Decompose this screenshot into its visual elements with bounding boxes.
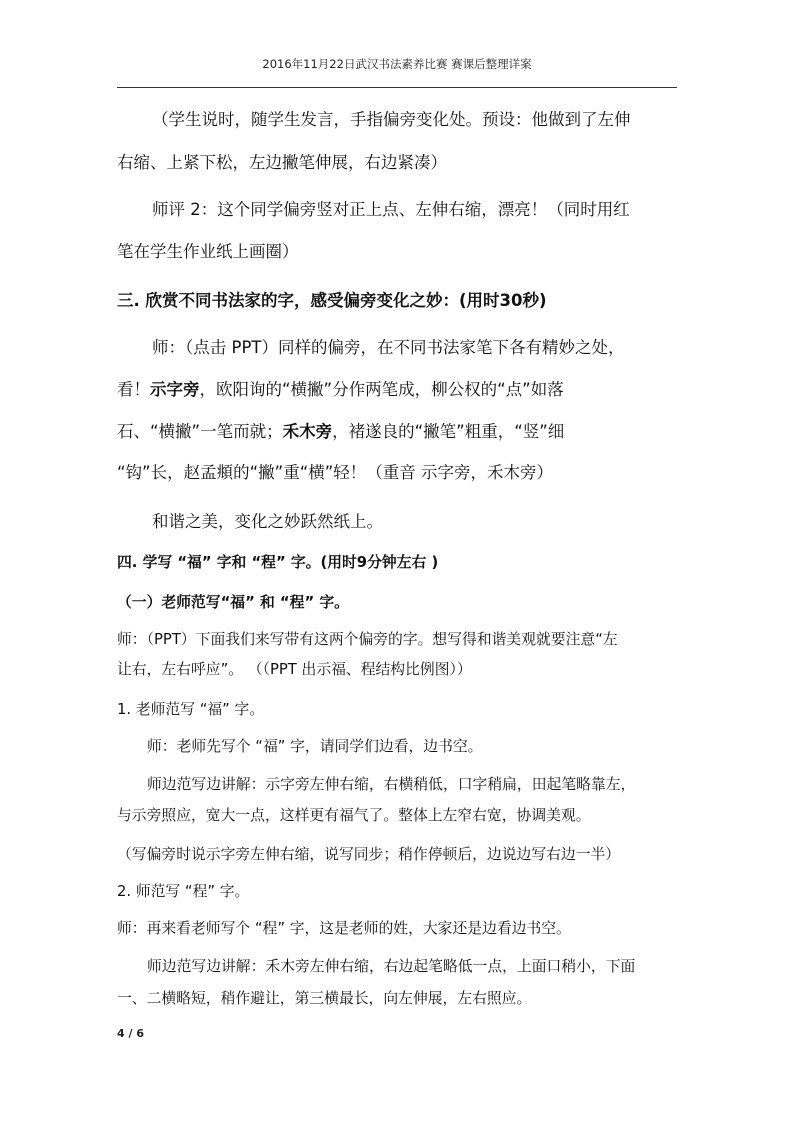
page-number: 4 / 6 xyxy=(117,1027,144,1040)
text-run: 石、“横撇”一笔而就； xyxy=(117,422,283,441)
paragraph-line: 和谐之美，变化之妙跃然纸上。 xyxy=(152,512,383,531)
section-heading-4: 四. 学写 “福” 字和 “程” 字。(用时9分钟左右 ) xyxy=(117,554,439,571)
paragraph-line: （写偏旁时说示字旁左伸右缩，说写同步；稍作停顿后，边说边写右边一半） xyxy=(117,846,621,863)
paragraph-line xyxy=(117,418,564,442)
page-header: 2016年11月22日武汉书法素养比赛 赛课后整理详案 xyxy=(262,57,532,71)
paragraph-line: 师：再来看老师写个 “程” 字，这是老师的姓，大家还是边看边书空。 xyxy=(117,920,571,937)
paragraph-line: 与示旁照应，宽大一点，这样更有福气了。整体上左窄右宽，协调美观。 xyxy=(117,807,591,824)
paragraph-line: 师：（PPT）下面我们来写带有这两个偏旁的字。想写得和谐美观就要注意“左 xyxy=(117,631,618,648)
paragraph-line: 让右，左右呼应”。 （（PPT 出示福、程结构比例图）） xyxy=(117,661,472,678)
header-divider xyxy=(117,87,677,88)
paragraph-line: 师：（点击 PPT）同样的偏旁，在不同书法家笔下各有精妙之处， xyxy=(152,338,625,357)
list-item: 1. 老师范写 “福” 字。 xyxy=(117,701,265,718)
paragraph-line: “钩”长，赵孟頫的“撇”重“横”轻！（重音 示字旁，禾木旁） xyxy=(117,463,554,482)
text-run: ，欧阳询的“横撇”分作两笔成，柳公权的“点”如落 xyxy=(199,380,564,399)
paragraph-line: （学生说时，随学生发言，手指偏旁变化处。预设：他做到了左伸 xyxy=(152,110,631,129)
paragraph-line: 师：老师先写个 “福” 字，请同学们边看，边书空。 xyxy=(147,738,483,755)
section-heading-3: 三. 欣赏不同书法家的字，感受偏旁变化之妙：(用时30秒) xyxy=(117,291,547,310)
text-run: ，褚遂良的“撇笔”粗重，“竖”细 xyxy=(332,422,565,441)
text-run: 看！ xyxy=(117,380,150,399)
emphasis-text: 示字旁 xyxy=(150,380,200,399)
paragraph-line: 一、二横略短，稍作避让，第三横最长，向左伸展，左右照应。 xyxy=(117,990,532,1007)
list-item: 2. 师范写 “程” 字。 xyxy=(117,883,250,900)
paragraph-line: 师边范写边讲解：禾木旁左伸右缩，右边起笔略低一点，上面口稍小，下面 xyxy=(147,958,636,975)
subsection-heading: （一）老师范写“福” 和 “程” 字。 xyxy=(117,594,349,611)
emphasis-text: 禾木旁 xyxy=(282,422,333,441)
paragraph-line xyxy=(117,376,564,400)
paragraph-line: 师评 2：这个同学偏旁竖对正上点、左伸右缩，漂亮！（同时用红 xyxy=(152,200,630,219)
paragraph-line: 笔在学生作业纸上画圈） xyxy=(117,242,299,261)
paragraph-line: 右缩、上紧下松，左边撇笔伸展，右边紧凑） xyxy=(117,153,447,172)
paragraph-line: 师边范写边讲解：示字旁左伸右缩，右横稍低，口字稍扁，田起笔略靠左， xyxy=(147,776,636,793)
